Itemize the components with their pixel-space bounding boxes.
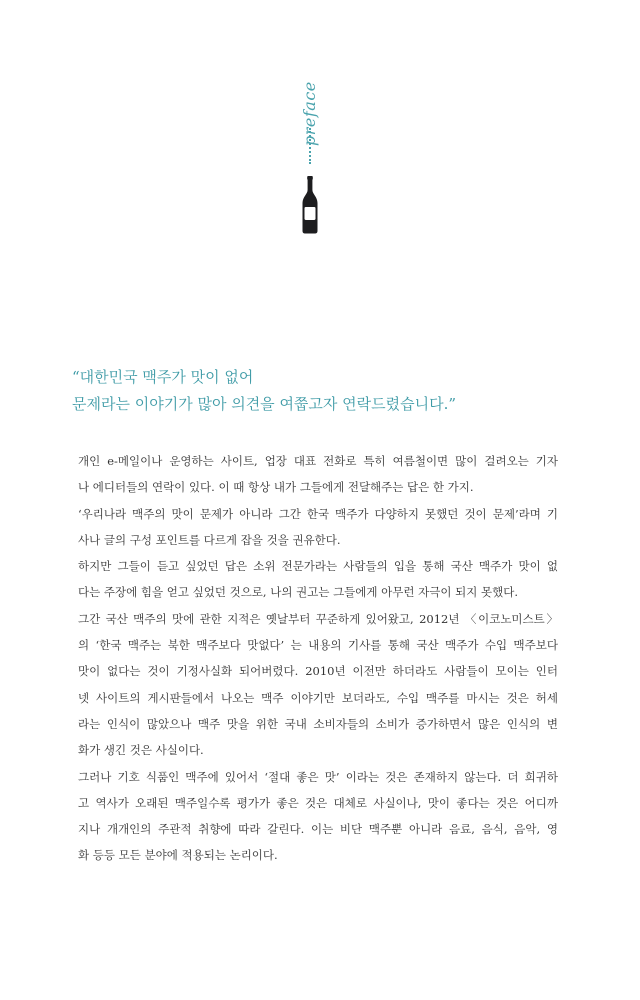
dotted-divider xyxy=(309,128,311,164)
body-line: 의 ‘한국 맥주는 북한 맥주보다 맛없다’ 는 내용의 기사를 통해 국산 맥주가 수입 맥주보다 xyxy=(78,638,558,653)
body-line: 고 역사가 오래된 맥주일수록 평가가 좋은 것은 대체로 사실이나, 맛이 좋다는 것은 어디까 xyxy=(78,795,558,810)
opening-quote xyxy=(72,364,572,418)
preface-title: preface xyxy=(300,81,319,146)
quote-line: 문제라는 이야기가 많아 의견을 여쭙고자 연락드렸습니다.” xyxy=(72,395,457,413)
body-line: 화가 생긴 것은 사실이다. xyxy=(78,743,204,758)
quote-line: “대한민국 맥주가 맛이 없어 xyxy=(72,368,254,386)
body-line: 하지만 그들이 듣고 싶었던 답은 소위 전문가라는 사람들의 입을 통해 국산 맥주가 맛이 없 xyxy=(78,559,558,574)
body-line: 맛이 없다는 것이 기정사실화 되어버렸다. 2010년 이전만 하더라도 사람들이 모이는 인터 xyxy=(78,664,558,679)
body-line: ‘우리나라 맥주의 맛이 문제가 아니라 그간 한국 맥주가 다양하지 못했던 것이 문제’라며 기 xyxy=(78,506,558,521)
body-line: 그러나 기호 식품인 맥주에 있어서 ‘절대 좋은 맛’ 이라는 것은 존재하지 않는다. 더 희귀하 xyxy=(78,769,558,784)
body-line: 개인 e-메일이나 운영하는 사이트, 업장 대표 전화로 특히 여름철이면 많이 걸려오는 기자 xyxy=(78,454,558,468)
body-line: 다는 주장에 힘을 얻고 싶었던 것으로, 나의 권고는 그들에게 아무런 자극이 되지 못했다. xyxy=(78,585,518,600)
body-line: 나 에디터들의 연락이 있다. 이 때 항상 내가 그들에게 전달해주는 답은 한 가지. xyxy=(78,480,474,495)
body-line: 그간 국산 맥주의 맛에 관한 지적은 옛날부터 꾸준하게 있어왔고, 2012년 〈이코노미스트〉 xyxy=(78,611,558,626)
body-line: 화 등등 모든 분야에 적용되는 논리이다. xyxy=(78,848,278,863)
preface-body xyxy=(78,448,558,869)
body-line: 라는 인식이 많았으나 맥주 맛을 위한 국내 소비자들의 소비가 증가하면서 많은 인식의 변 xyxy=(78,716,558,731)
beer-bottle-icon xyxy=(300,176,320,234)
body-line: 지나 개개인의 주관적 취향에 따라 갈린다. 이는 비단 맥주뿐 아니라 음료, 음식, 음악, 영 xyxy=(78,822,558,837)
body-line: 사나 글의 구성 포인트를 다르게 잡을 것을 권유한다. xyxy=(78,532,341,547)
body-line: 넷 사이트의 게시판들에서 나오는 맥주 이야기만 보더라도, 수입 맥주를 마시는 것은 허세 xyxy=(78,690,558,705)
